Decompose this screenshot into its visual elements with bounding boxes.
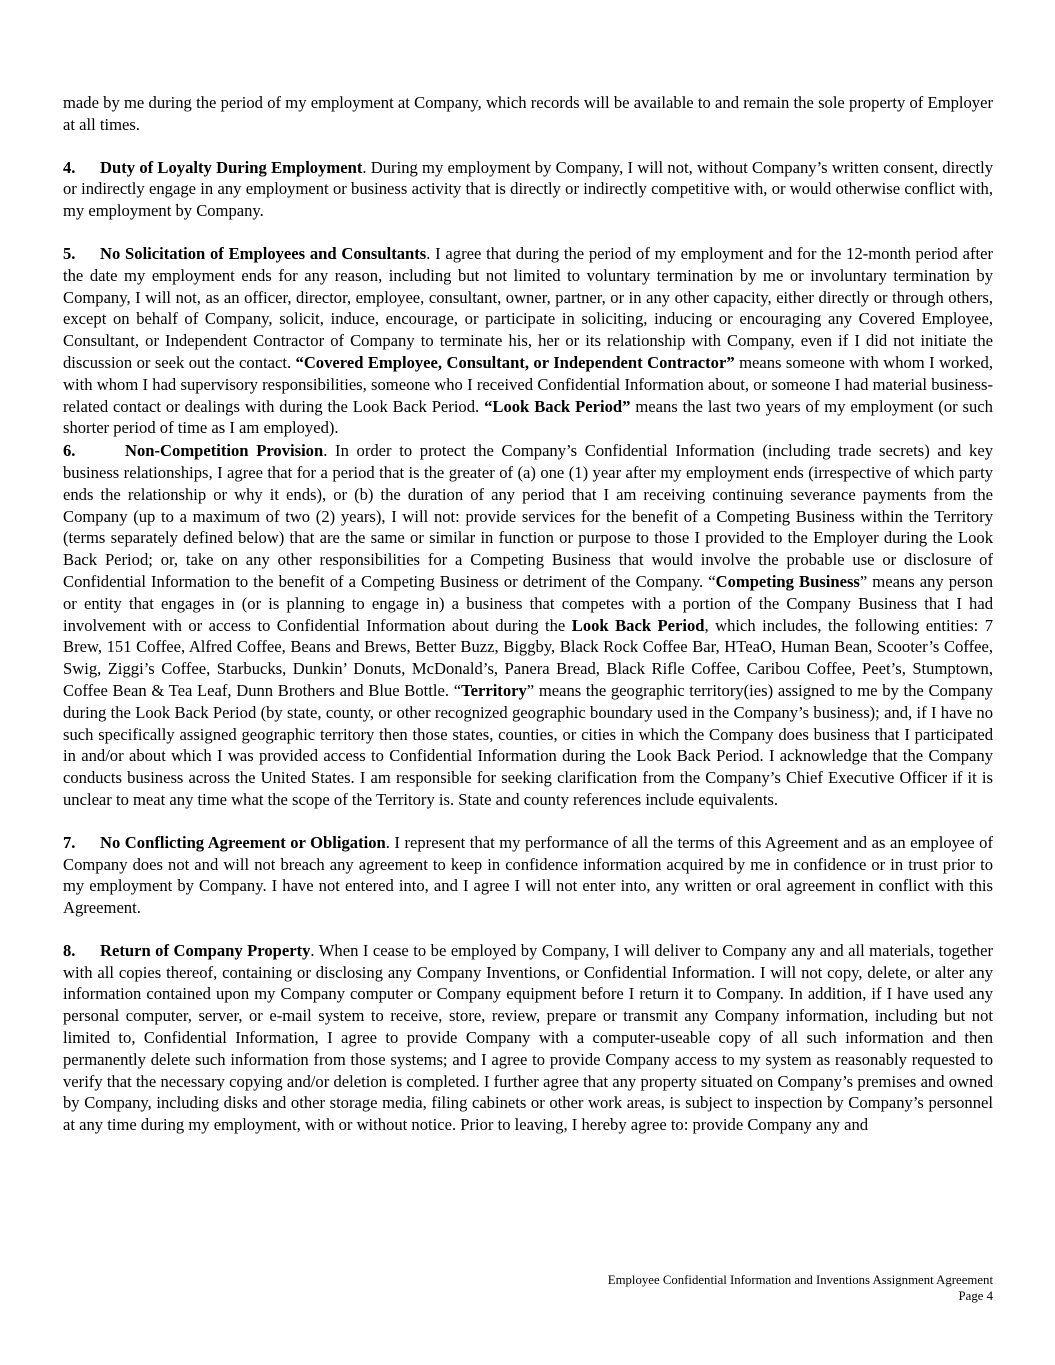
section-text: ” means the geographic territory(ies) assigned to me by the Company during the Look Back Period (by state, county, or other recognized geographic boundary used in the Company’s business); and, if I have no such specifically assigned geographic territory then those states, counties, or cities in which the Company does business that I participated in and/or about which I was provided access to Confidential Information during the Look Back Period. I acknowledge that the Company conducts business across the United States. I am responsible for seeking clarification from the Company’s Chief Executive Officer if it is unclear to meat any time what the scope of the Territory is. State and county references include equivalents.: [63, 680, 993, 809]
section-heading: Duty of Loyalty During Employment: [100, 157, 363, 177]
document-page: [63, 92, 993, 1136]
section-number: 8.: [63, 940, 76, 960]
section-text: . During my employment by Company, I will not, without Company’s written consent, directly or indirectly engage in any employment or business activity that is directly or indirectly competitive with, or would otherwise conflict with, my employment by Company.: [63, 157, 993, 221]
section-text: , which includes, the following entities: 7 Brew, 151 Coffee, Alfred Coffee, Beans and Brews, Better Buzz, Biggby, Black Rock Coffee Bar, HTeaO, Human Bean, Scooter’s Coffee, Swig, Ziggi’s Coffee, Starbucks, Dunkin’ Donuts, McDonald’s, Panera Bread, Black Rifle Coffee, Caribou Coffee, Peet’s, Stumptown, Coffee Bean & Tea Leaf, Dunn Brothers and Blue Bottle. “: [63, 615, 994, 700]
continuation-paragraph: made by me during the period of my employment at Company, which records will be available to and remain the sole property of Employer at all times.: [63, 93, 993, 134]
defined-term: Territory: [461, 680, 527, 700]
section-text: means someone with whom I worked, with whom I had supervisory responsibilities, someone who I received Confidential Information about, or someone I had material business-related contact or dealings with during the Look Back Period.: [63, 352, 993, 416]
section-7: [63, 832, 993, 919]
section-number: 5.: [63, 243, 76, 263]
section-text: ” means any person or entity that engages in (or is planning to engage in) a business that competes with a portion of the Company Business that I had involvement with or access to Confidential Information about during the: [63, 571, 993, 635]
section-heading: Non-Competition Provision: [125, 441, 324, 461]
section-4: [63, 157, 993, 222]
section-5: [63, 243, 993, 439]
section-heading: No Solicitation of Employees and Consultants: [100, 243, 427, 263]
page-number: Page 4: [958, 1289, 993, 1303]
defined-term: “Covered Employee, Consultant, or Independent Contractor”: [295, 352, 735, 372]
section-text: . In order to protect the Company’s Confidential Information (including trade secrets) and key business relationships, I agree that for a period that is the greater of (a) one (1) year after my employment ends (irrespective of which party ends the relationship or why it ends), or (b) the duration of any period that I am receiving continuing severance payments from the Company (up to a maximum of two (2) years), I will not: provide services for the benefit of a Competing Business within the Territory (terms separately defined below) that are the same or similar in function or purpose to those I provided to the Employer during the Look Back Period; or, take on any other responsibilities for a Competing Business that would involve the probable use or disclosure of Confidential Information to the benefit of a Competing Business or detriment of the Company. “: [63, 441, 993, 591]
section-number: 4.: [63, 157, 76, 177]
section-text: . When I cease to be employed by Company, I will deliver to Company any and all materials, together with all copies thereof, containing or disclosing any Company Inventions, or Confidential Information. I will not copy, delete, or alter any information contained upon my Company computer or Company equipment before I return it to Company. In addition, if I have used any personal computer, server, or e-mail system to receive, store, review, prepare or transmit any Company information, including but not limited to, Confidential Information, I agree to provide Company with a computer-useable copy of all such information and then permanently delete such information from those systems; and I agree to provide Company access to my system as reasonably requested to verify that the necessary copying and/or deletion is completed. I further agree that any property situated on Company’s premises and owned by Company, including disks and other storage media, filing cabinets or other work areas, is subject to inspection by Company’s personnel at any time during my employment, with or without notice. Prior to leaving, I hereby agree to: provide Company any and: [63, 940, 993, 1135]
section-text: . I represent that my performance of all the terms of this Agreement and as an employee of Company does not and will not breach any agreement to keep in confidence information acquired by me in confidence or in trust prior to my employment by Company. I have not entered into, and I agree I will not enter into, any written or oral agreement in conflict with this Agreement.: [63, 832, 994, 918]
defined-term: Look Back Period: [571, 615, 705, 635]
section-heading: Return of Company Property: [100, 940, 311, 960]
footer-title: Employee Confidential Information and Inventions Assignment Agreement: [607, 1273, 993, 1287]
section-8: [63, 940, 993, 1136]
section-text: means the last two years of my employment (or such shorter period of time as I am employed).: [63, 396, 993, 438]
section-number: 6.: [63, 441, 76, 461]
defined-term: Competing Business: [715, 571, 860, 591]
page-footer: [608, 1272, 993, 1304]
section-heading: No Conflicting Agreement or Obligation: [100, 832, 386, 852]
defined-term: “Look Back Period”: [484, 396, 631, 416]
section-6: [63, 440, 993, 811]
section-text: . I agree that during the period of my employment and for the 12-month period after the date my employment ends for any reason, including but not limited to voluntary termination by me or involuntary termination by Company, I will not, as an officer, director, employee, consultant, owner, partner, or in any other capacity, either directly or through others, except on behalf of Company, solicit, induce, encourage, or participate in soliciting, inducing or encouraging any Covered Employee, Consultant, or Independent Contractor of Company to terminate his, her or its relationship with Company, even if I did not initiate the discussion or seek out the contact.: [63, 243, 993, 372]
section-number: 7.: [63, 832, 76, 852]
